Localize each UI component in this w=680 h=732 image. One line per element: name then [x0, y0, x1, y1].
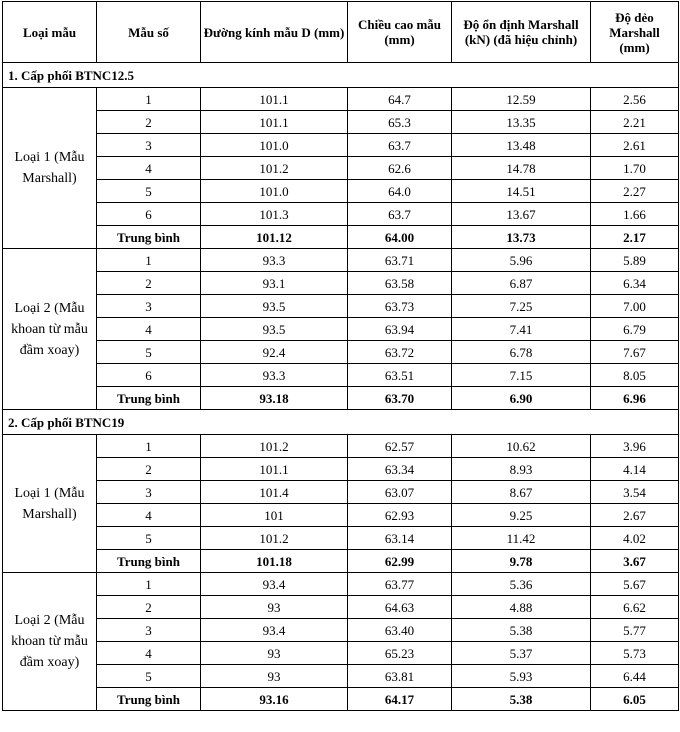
diameter-cell: 101.1 [201, 458, 348, 481]
stability-cell: 5.37 [452, 642, 591, 665]
average-row [3, 226, 679, 249]
table-row [3, 573, 679, 596]
stability-cell: 12.59 [452, 88, 591, 111]
sample-no-cell: 3 [97, 481, 201, 504]
diameter-cell: 101.1 [201, 111, 348, 134]
sample-no-cell: 3 [97, 619, 201, 642]
table-row [3, 272, 679, 295]
average-label: Trung bình [97, 387, 201, 410]
table-row [3, 596, 679, 619]
diameter-cell: 93.1 [201, 272, 348, 295]
diameter-cell: 93.4 [201, 573, 348, 596]
table-row [3, 134, 679, 157]
height-cell: 64.7 [348, 88, 452, 111]
average-row [3, 387, 679, 410]
stability-cell: 6.78 [452, 341, 591, 364]
flow-cell: 5.89 [591, 249, 679, 272]
flow-cell: 2.27 [591, 180, 679, 203]
height-cell: 63.72 [348, 341, 452, 364]
stability-cell: 5.96 [452, 249, 591, 272]
stability-cell: 14.78 [452, 157, 591, 180]
height-cell: 63.58 [348, 272, 452, 295]
diameter-cell: 93.4 [201, 619, 348, 642]
average-height: 64.17 [348, 688, 452, 711]
table-row [3, 88, 679, 111]
average-flow: 2.17 [591, 226, 679, 249]
sample-no-cell: 4 [97, 318, 201, 341]
sample-no-cell: 1 [97, 249, 201, 272]
stability-cell: 7.41 [452, 318, 591, 341]
diameter-cell: 101.1 [201, 88, 348, 111]
table-row [3, 111, 679, 134]
stability-cell: 4.88 [452, 596, 591, 619]
stability-cell: 10.62 [452, 435, 591, 458]
stability-cell: 14.51 [452, 180, 591, 203]
average-stability: 13.73 [452, 226, 591, 249]
flow-cell: 3.54 [591, 481, 679, 504]
stability-cell: 5.93 [452, 665, 591, 688]
section-title-row [3, 63, 679, 88]
diameter-cell: 93 [201, 596, 348, 619]
diameter-cell: 101 [201, 504, 348, 527]
header-height: Chiều cao mẫu (mm) [348, 2, 452, 63]
height-cell: 63.7 [348, 203, 452, 226]
height-cell: 63.73 [348, 295, 452, 318]
average-diameter: 93.16 [201, 688, 348, 711]
table-row [3, 665, 679, 688]
height-cell: 65.23 [348, 642, 452, 665]
stability-cell: 8.67 [452, 481, 591, 504]
table-row [3, 157, 679, 180]
sample-no-cell: 2 [97, 111, 201, 134]
average-height: 62.99 [348, 550, 452, 573]
height-cell: 63.77 [348, 573, 452, 596]
table-row [3, 341, 679, 364]
flow-cell: 1.70 [591, 157, 679, 180]
flow-cell: 3.96 [591, 435, 679, 458]
flow-cell: 1.66 [591, 203, 679, 226]
flow-cell: 2.56 [591, 88, 679, 111]
sample-type-cell: Loại 2 (Mẫu khoan từ mẫu đầm xoay) [3, 573, 97, 711]
height-cell: 63.94 [348, 318, 452, 341]
table-row [3, 481, 679, 504]
height-cell: 62.57 [348, 435, 452, 458]
sample-no-cell: 1 [97, 435, 201, 458]
flow-cell: 2.21 [591, 111, 679, 134]
flow-cell: 6.62 [591, 596, 679, 619]
sample-no-cell: 6 [97, 203, 201, 226]
diameter-cell: 93.5 [201, 318, 348, 341]
average-diameter: 93.18 [201, 387, 348, 410]
average-stability: 5.38 [452, 688, 591, 711]
height-cell: 63.81 [348, 665, 452, 688]
flow-cell: 5.67 [591, 573, 679, 596]
average-stability: 6.90 [452, 387, 591, 410]
average-height: 63.70 [348, 387, 452, 410]
sample-no-cell: 5 [97, 527, 201, 550]
table-row [3, 364, 679, 387]
average-flow: 6.96 [591, 387, 679, 410]
header-row [3, 2, 679, 63]
diameter-cell: 93 [201, 665, 348, 688]
diameter-cell: 101.3 [201, 203, 348, 226]
stability-cell: 13.48 [452, 134, 591, 157]
table-row [3, 180, 679, 203]
sample-no-cell: 4 [97, 157, 201, 180]
flow-cell: 6.34 [591, 272, 679, 295]
table-row [3, 619, 679, 642]
height-cell: 63.34 [348, 458, 452, 481]
section-title: 1. Cấp phối BTNC12.5 [3, 63, 679, 88]
average-flow: 6.05 [591, 688, 679, 711]
height-cell: 63.14 [348, 527, 452, 550]
flow-cell: 4.14 [591, 458, 679, 481]
sample-no-cell: 5 [97, 180, 201, 203]
height-cell: 64.0 [348, 180, 452, 203]
flow-cell: 7.00 [591, 295, 679, 318]
stability-cell: 7.25 [452, 295, 591, 318]
sample-no-cell: 6 [97, 364, 201, 387]
sample-no-cell: 3 [97, 134, 201, 157]
sample-no-cell: 5 [97, 341, 201, 364]
height-cell: 63.40 [348, 619, 452, 642]
stability-cell: 5.38 [452, 619, 591, 642]
table-row [3, 642, 679, 665]
stability-cell: 11.42 [452, 527, 591, 550]
header-flow: Độ dẻo Marshall (mm) [591, 2, 679, 63]
flow-cell: 5.73 [591, 642, 679, 665]
header-diameter: Đường kính mẫu D (mm) [201, 2, 348, 63]
sample-no-cell: 4 [97, 642, 201, 665]
sample-type-cell: Loại 1 (Mẫu Marshall) [3, 88, 97, 249]
sample-type-cell: Loại 1 (Mẫu Marshall) [3, 435, 97, 573]
diameter-cell: 101.0 [201, 134, 348, 157]
average-row [3, 688, 679, 711]
height-cell: 64.63 [348, 596, 452, 619]
stability-cell: 6.87 [452, 272, 591, 295]
sample-no-cell: 2 [97, 458, 201, 481]
diameter-cell: 93.3 [201, 249, 348, 272]
table-row [3, 504, 679, 527]
diameter-cell: 92.4 [201, 341, 348, 364]
diameter-cell: 101.2 [201, 157, 348, 180]
stability-cell: 8.93 [452, 458, 591, 481]
table-row [3, 458, 679, 481]
average-diameter: 101.12 [201, 226, 348, 249]
flow-cell: 6.44 [591, 665, 679, 688]
average-label: Trung bình [97, 550, 201, 573]
diameter-cell: 101.0 [201, 180, 348, 203]
flow-cell: 2.61 [591, 134, 679, 157]
table-row [3, 527, 679, 550]
average-label: Trung bình [97, 226, 201, 249]
diameter-cell: 101.2 [201, 435, 348, 458]
marshall-results-table [2, 1, 679, 711]
stability-cell: 9.25 [452, 504, 591, 527]
table-row [3, 435, 679, 458]
sample-type-cell: Loại 2 (Mẫu khoan từ mẫu đầm xoay) [3, 249, 97, 410]
flow-cell: 7.67 [591, 341, 679, 364]
stability-cell: 13.67 [452, 203, 591, 226]
diameter-cell: 101.2 [201, 527, 348, 550]
table-row [3, 249, 679, 272]
section-title-row [3, 410, 679, 435]
diameter-cell: 93 [201, 642, 348, 665]
stability-cell: 13.35 [452, 111, 591, 134]
section-title: 2. Cấp phối BTNC19 [3, 410, 679, 435]
sample-no-cell: 1 [97, 573, 201, 596]
sample-no-cell: 2 [97, 596, 201, 619]
height-cell: 63.51 [348, 364, 452, 387]
header-sample-no: Mẫu số [97, 2, 201, 63]
flow-cell: 5.77 [591, 619, 679, 642]
flow-cell: 6.79 [591, 318, 679, 341]
header-sample-type: Loại mẫu [3, 2, 97, 63]
diameter-cell: 93.3 [201, 364, 348, 387]
stability-cell: 7.15 [452, 364, 591, 387]
height-cell: 65.3 [348, 111, 452, 134]
height-cell: 63.07 [348, 481, 452, 504]
table-row [3, 318, 679, 341]
sample-no-cell: 3 [97, 295, 201, 318]
sample-no-cell: 2 [97, 272, 201, 295]
sample-no-cell: 1 [97, 88, 201, 111]
height-cell: 63.71 [348, 249, 452, 272]
average-flow: 3.67 [591, 550, 679, 573]
sample-no-cell: 4 [97, 504, 201, 527]
height-cell: 62.6 [348, 157, 452, 180]
diameter-cell: 93.5 [201, 295, 348, 318]
flow-cell: 8.05 [591, 364, 679, 387]
height-cell: 63.7 [348, 134, 452, 157]
height-cell: 62.93 [348, 504, 452, 527]
header-stability: Độ ổn định Marshall (kN) (đã hiệu chỉnh) [452, 2, 591, 63]
diameter-cell: 101.4 [201, 481, 348, 504]
average-height: 64.00 [348, 226, 452, 249]
stability-cell: 5.36 [452, 573, 591, 596]
average-label: Trung bình [97, 688, 201, 711]
sample-no-cell: 5 [97, 665, 201, 688]
average-stability: 9.78 [452, 550, 591, 573]
flow-cell: 4.02 [591, 527, 679, 550]
average-row [3, 550, 679, 573]
average-diameter: 101.18 [201, 550, 348, 573]
flow-cell: 2.67 [591, 504, 679, 527]
table-row [3, 203, 679, 226]
table-row [3, 295, 679, 318]
